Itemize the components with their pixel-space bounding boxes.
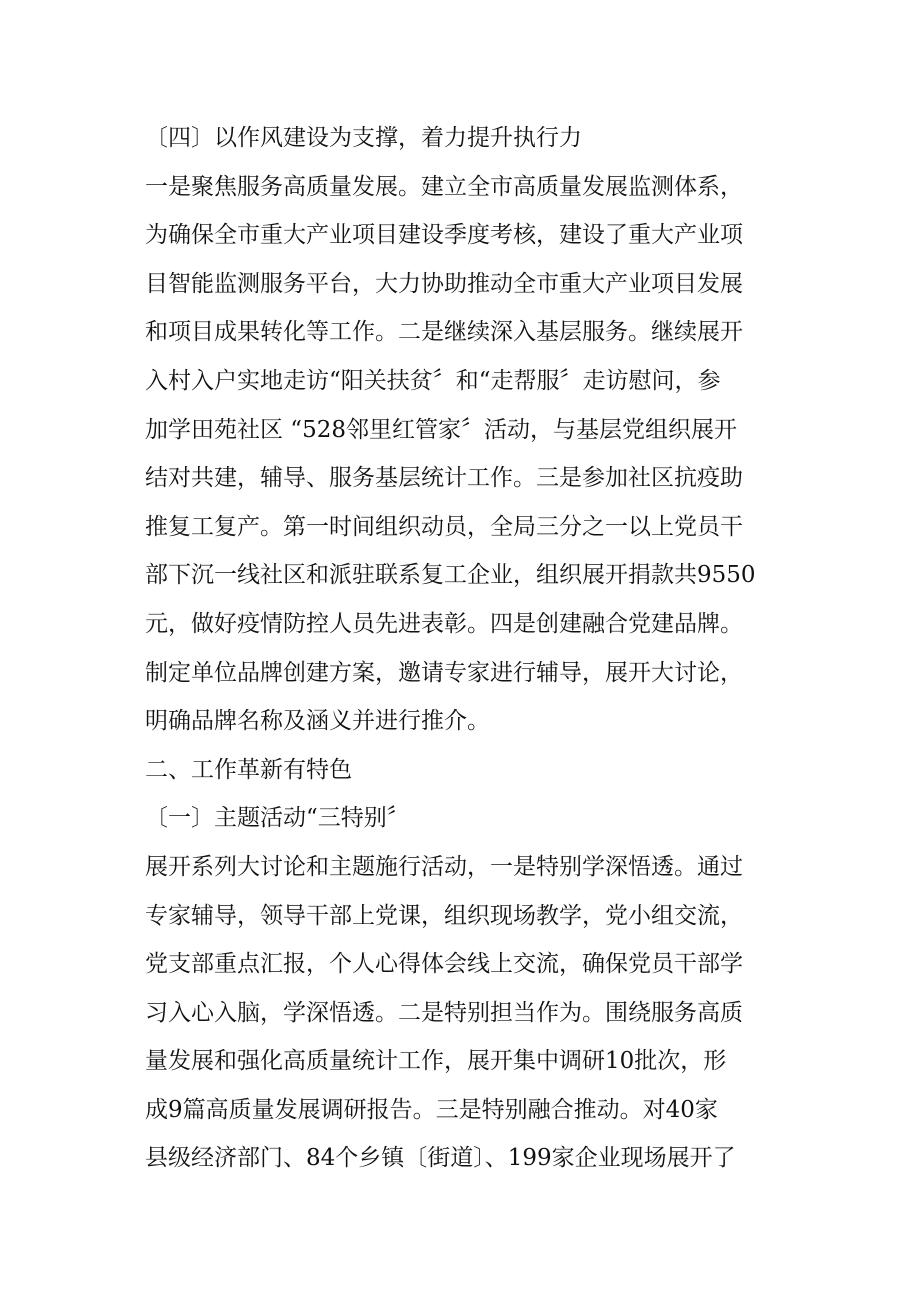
paragraph-line: 和项目成果转化等工作。二是继续深入基层服务。继续展开 [145,319,743,346]
paragraph-line: 推复工复产。第一时间组织动员，全局三分之一以上党员干 [145,513,743,540]
heading-part-2: 二、工作革新有特色 [145,756,352,783]
document-body [145,114,795,1183]
paragraph-line: 制定单位品牌创建方案，邀请专家进行辅导，展开大讨论， [145,659,743,686]
paragraph-line: 专家辅导，领导干部上党课，组织现场教学，党小组交流， [145,902,743,929]
paragraph-line: 部下沉一线社区和派驻联系复工企业，组织展开捐款共9550 [145,562,756,589]
paragraph-line: 党支部重点汇报，个人心得体会线上交流，确保党员干部学 [145,951,743,978]
paragraph-line: 结对共建，辅导、服务基层统计工作。三是参加社区抗疫助 [145,465,743,492]
paragraph-line: 元，做好疫情防控人员先进表彰。四是创建融合党建品牌。 [145,610,743,637]
paragraph-line: 习入心入脑，学深悟透。二是特别担当作为。围绕服务高质 [145,999,743,1026]
paragraph-line: 入村入户实地走访“阳关扶贫〞和“走帮服〞走访慰问，参 [145,367,721,394]
paragraph-line: 一是聚焦服务高质量发展。建立全市高质量发展监测体系， [145,173,743,200]
paragraph-line: 明确品牌名称及涵义并进行推介。 [145,708,490,735]
heading-section-4: 〔四〕以作风建设为支撑，着力提升执行力 [145,125,582,151]
paragraph-line: 量发展和强化高质量统计工作，展开集中调研10批次，形 [145,1048,727,1075]
paragraph-line: 县级经济部门、84个乡镇〔街道〕、199家企业现场展开了 [145,1145,736,1172]
paragraph-line: 加学田苑社区 “528邻里红管家〞活动，与基层党组织展开 [145,416,737,443]
paragraph-line: 成9篇高质量发展调研报告。三是特别融合推动。对40家 [145,1096,718,1123]
paragraph-line: 展开系列大讨论和主题施行活动，一是特别学深悟透。通过 [145,853,743,880]
paragraph-line: 为确保全市重大产业项目建设季度考核，建设了重大产业项 [145,222,743,249]
paragraph-line: 目智能监测服务平台，大力协助推动全市重大产业项目发展 [145,270,743,297]
heading-subsection-1: 〔一〕主题活动“三特别〞 [145,805,410,832]
